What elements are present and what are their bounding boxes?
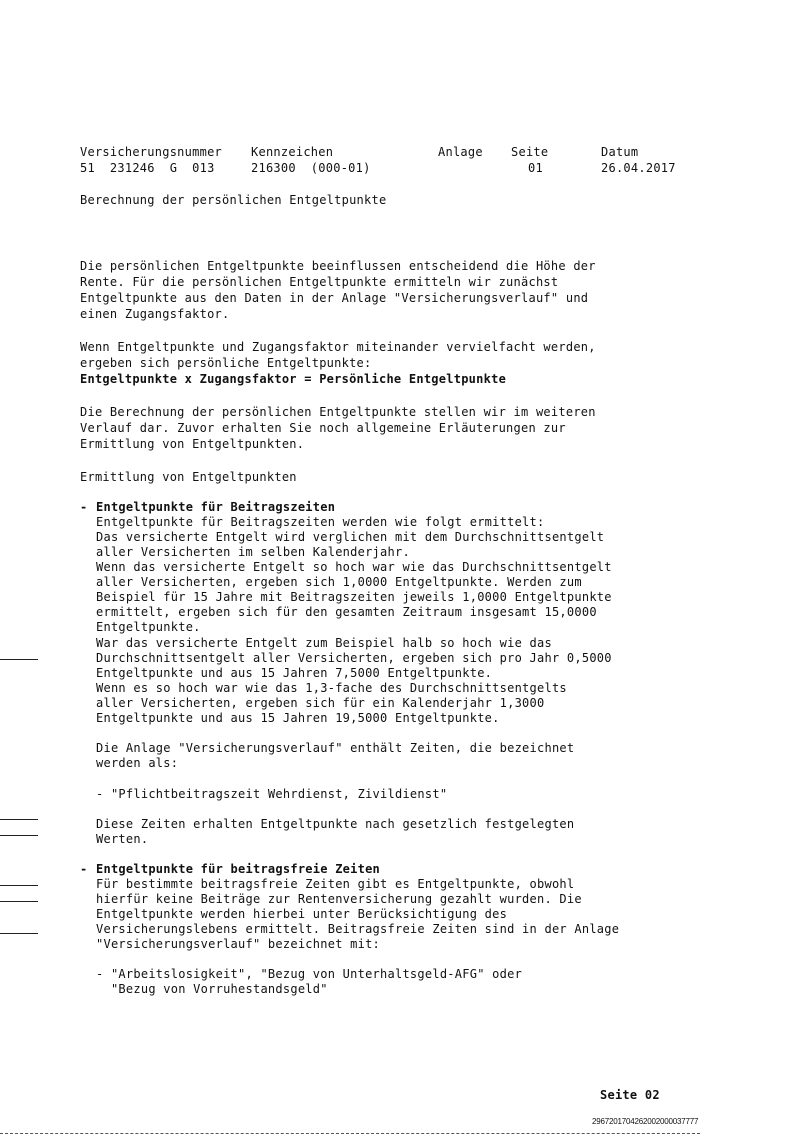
beitragszeiten-line: Das versicherte Entgelt wird verglichen mit dem Durchschnittsentgelt [96, 530, 605, 544]
beitragszeiten-heading: Entgeltpunkte für Beitragszeiten [96, 500, 336, 514]
beitragszeiten-line: Entgeltpunkte für Beitragszeiten werden wie folgt ermittelt: [96, 515, 545, 529]
anlage-label: Anlage [438, 145, 483, 159]
list-item: "Bezug von Vorruhestandsgeld" [96, 982, 328, 996]
intro-line: Die persönlichen Entgeltpunkte beeinflussen entscheidend die Höhe der [80, 259, 596, 273]
page-title: Berechnung der persönlichen Entgeltpunkte [80, 193, 387, 207]
list-item: - "Pflichtbeitragszeit Wehrdienst, Zivildienst" [96, 787, 448, 801]
page-number: Seite 02 [600, 1088, 660, 1102]
after-line: Werten. [96, 832, 149, 846]
datum-value: 26.04.2017 [601, 161, 676, 175]
kennzeichen-value: 216300 (000-01) [251, 161, 371, 175]
versicherungsnummer-value: 51 231246 G 013 [80, 161, 215, 175]
bullet-dash: - [80, 500, 88, 514]
beitragszeiten-line: aller Versicherten, ergeben sich 1,0000 Entgeltpunkte. Werden zum [96, 575, 582, 589]
margin-mark [0, 901, 38, 902]
beitragsfrei-line: "Versicherungsverlauf" bezeichnet mit: [96, 937, 381, 951]
beitragszeiten-line: aller Versicherten, ergeben sich für ein Kalenderjahr 1,3000 [96, 696, 545, 710]
beitragszeiten-line: ermittelt, ergeben sich für den gesamten Zeitraum insgesamt 15,0000 [96, 605, 597, 619]
versicherungsnummer-label: Versicherungsnummer [80, 145, 223, 159]
margin-mark [0, 819, 38, 820]
formula-line: ergeben sich persönliche Entgeltpunkte: [80, 356, 372, 370]
beitragsfrei-line: Für bestimmte beitragsfreie Zeiten gibt es Entgeltpunkte, obwohl [96, 877, 575, 891]
bullet-dash: - [80, 862, 88, 876]
document-code: 2967201704262002000037777 [592, 1117, 699, 1126]
beitragszeiten-line: Entgeltpunkte. [96, 620, 201, 634]
beitragszeiten-line: Beispiel für 15 Jahre mit Beitragszeiten jeweils 1,0000 Entgeltpunkte [96, 590, 612, 604]
datum-label: Datum [601, 145, 639, 159]
beitragsfrei-line: Entgeltpunkte werden hierbei unter Berücksichtigung des [96, 907, 508, 921]
beitragszeiten-line: War das versicherte Entgelt zum Beispiel halb so hoch wie das [96, 636, 552, 650]
formula: Entgeltpunkte x Zugangsfaktor = Persönliche Entgeltpunkte [80, 372, 507, 386]
beitragsfrei-line: Versicherungslebens ermittelt. Beitragsfreie Zeiten sind in der Anlage [96, 922, 620, 936]
after-line: Diese Zeiten erhalten Entgeltpunkte nach gesetzlich festgelegten [96, 817, 575, 831]
beitragszeiten-line: Entgeltpunkte und aus 15 Jahren 19,5000 Entgeltpunkte. [96, 711, 500, 725]
beitragszeiten-line: Wenn es so hoch war wie das 1,3-fache des Durchschnittsentgelts [96, 681, 567, 695]
beitragszeiten-line: Wenn das versicherte Entgelt so hoch war wie das Durchschnittsentgelt [96, 560, 612, 574]
beitragsfrei-line: hierfür keine Beiträge zur Rentenversicherung gezahlt wurden. Die [96, 892, 582, 906]
intro-line: Rente. Für die persönlichen Entgeltpunkte ermitteln wir zunächst [80, 275, 559, 289]
seite-value: 01 [528, 161, 543, 175]
berechnung-line: Verlauf dar. Zuvor erhalten Sie noch allgemeine Erläuterungen zur [80, 421, 566, 435]
beitragszeiten-line: Durchschnittsentgelt aller Versicherten, ergeben sich pro Jahr 0,5000 [96, 651, 612, 665]
formula-line: Wenn Entgeltpunkte und Zugangsfaktor miteinander vervielfacht werden, [80, 340, 596, 354]
margin-mark [0, 933, 38, 934]
seite-label: Seite [511, 145, 549, 159]
berechnung-line: Ermittlung von Entgeltpunkten. [80, 437, 305, 451]
kennzeichen-label: Kennzeichen [251, 145, 334, 159]
margin-mark [0, 659, 38, 660]
anlage-line: Die Anlage "Versicherungsverlauf" enthält Zeiten, die bezeichnet [96, 741, 575, 755]
footer-divider [0, 1133, 700, 1134]
margin-mark [0, 835, 38, 836]
anlage-line: werden als: [96, 756, 179, 770]
intro-line: Entgeltpunkte aus den Daten in der Anlage "Versicherungsverlauf" und [80, 291, 589, 305]
section-heading: Ermittlung von Entgeltpunkten [80, 470, 297, 484]
berechnung-line: Die Berechnung der persönlichen Entgeltpunkte stellen wir im weiteren [80, 405, 596, 419]
beitragszeiten-line: aller Versicherten im selben Kalenderjahr. [96, 545, 410, 559]
margin-mark [0, 885, 38, 886]
intro-line: einen Zugangsfaktor. [80, 307, 230, 321]
list-item: - "Arbeitslosigkeit", "Bezug von Unterhaltsgeld-AFG" oder [96, 967, 523, 981]
beitragsfrei-heading: Entgeltpunkte für beitragsfreie Zeiten [96, 862, 381, 876]
beitragszeiten-line: Entgeltpunkte und aus 15 Jahren 7,5000 Entgeltpunkte. [96, 666, 493, 680]
